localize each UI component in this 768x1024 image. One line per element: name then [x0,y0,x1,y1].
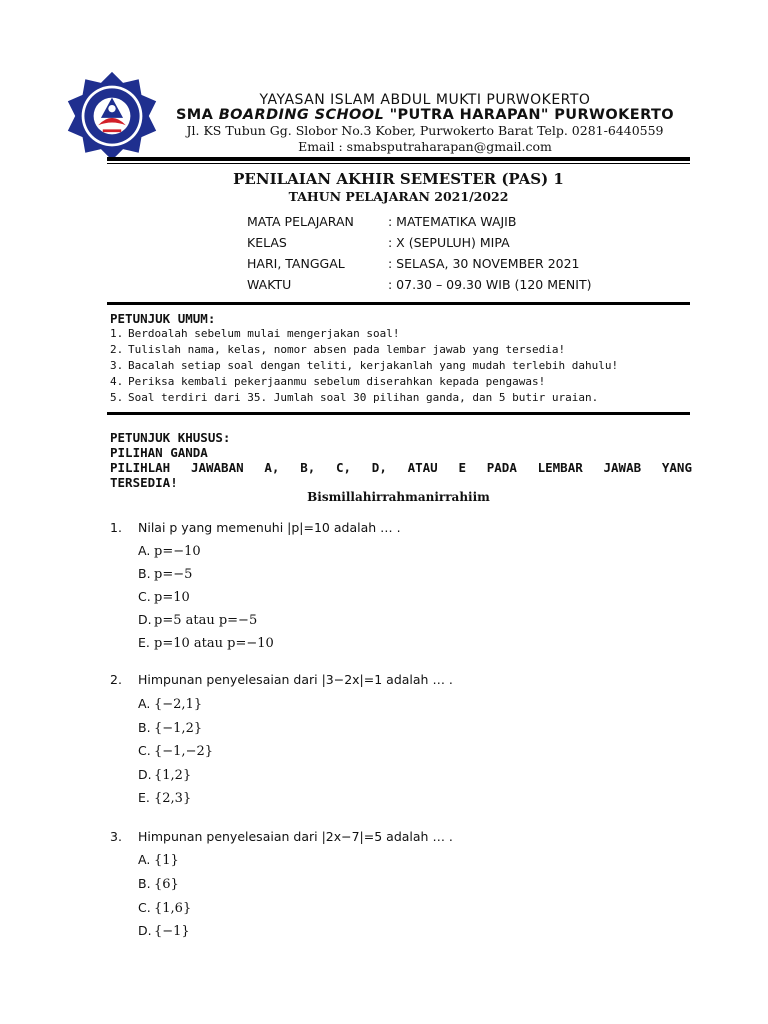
list-item: 5. Soal terdiri dari 35. Jumlah soal 30 pilihan ganda, dan 5 butir uraian. [110,391,599,404]
option[interactable]: A. p=−10 [138,543,201,559]
school-name: SMA BOARDING SCHOOL "PUTRA HARAPAN" PURWOKERTO [175,107,675,123]
section-divider [107,302,690,305]
list-item: 3. Bacalah setiap soal dengan teliti, kerjakanlah yang mudah terlebih dahulu! [110,359,619,372]
header-divider-thin [107,163,690,164]
option[interactable]: A. {−2,1} [138,696,203,712]
info-label: MATA PELAJARAN [247,214,354,229]
exam-page: YAYASAN ISLAM ABDUL MUKTI PURWOKERTO SMA BOARDING SCHOOL "PUTRA HARAPAN" PURWOKERTO Jl. KS Tubun Gg. Slobor No.3 Kober, Purwokerto Barat Telp. 0281-6440559 Email : smabsputraharapan@gmail.com PENILAIAN AKHIR SEMESTER (PAS) 1 TAHUN PELAJARAN 2021/2022 MATA PELAJARAN : MATEMATIKA WAJIB KELAS : X (SEPULUH) MIPA HARI, TANGGAL : SELASA, 30 NOVEMBER 2021 WAKTU : 07.30 – 09.30 WIB (120 MENIT) PETUNJUK UMUM: 1. Berdoalah sebelum mulai mengerjakan soal! 2. Tulislah nama, kelas, nomor absen pada lembar jawab yang tersedia! 3. Bacalah setiap soal dengan teliti, kerjakanlah yang mudah terlebih dahulu! 4. Periksa kembali pekerjaanmu sebelum diserahkan kepada pengawas! 5. Soal terdiri dari 35. Jumlah soal 30 pilihan ganda, dan 5 butir uraian. PETUNJUK KHUSUS: PILIHAN GANDA PILIHLAH JAWABAN A, B, C, D, ATAU E PADA LEMBAR JAWAB YANG TERSEDIA! Bismillahirrahmanirrahiim 1. Nilai p yang memenuhi |p|=10 adalah … . A. p=−10 B. p=−5 C. p=10 D. p=5 atau p=−5 E. p=10 atau p=−10 2. Himpunan penyelesaian dari |3−2x|=1 adalah … . A. {−2,1} B. {−1,2} C. {−1,−2} D. {1,2} E. {2,3} 3. Himpunan penyelesaian dari |2x−7|=5 adalah … . A. {1} B. {6} C. {1,6} D. {−1} [0,0,768,1024]
school-email: Email : smabsputraharapan@gmail.com [298,139,552,154]
option[interactable]: E. {2,3} [138,790,192,806]
foundation-name: YAYASAN ISLAM ABDUL MUKTI PURWOKERTO [259,92,591,108]
header-divider [107,157,690,161]
option[interactable]: E. p=10 atau p=−10 [138,635,274,651]
exam-title: PENILAIAN AKHIR SEMESTER (PAS) 1 [233,170,564,188]
list-item: 2. Tulislah nama, kelas, nomor absen pada lembar jawab yang tersedia! [110,343,566,356]
section-divider [107,412,690,415]
option[interactable]: C. {−1,−2} [138,743,214,759]
school-logo [66,70,158,162]
multiple-choice-heading: PILIHAN GANDA [110,445,208,460]
option[interactable]: B. p=−5 [138,566,193,582]
option[interactable]: C. p=10 [138,589,190,605]
instruction-line: PILIHLAH JAWABAN A, B, C, D, ATAU E PADA LEMBAR JAWAB YANG [110,460,692,475]
general-instructions-heading: PETUNJUK UMUM: [110,311,216,326]
school-address: Jl. KS Tubun Gg. Slobor No.3 Kober, Purwokerto Barat Telp. 0281-6440559 [186,123,664,138]
info-value: : 07.30 – 09.30 WIB (120 MENIT) [388,277,592,292]
info-label: KELAS [247,235,287,250]
list-item: 1. Berdoalah sebelum mulai mengerjakan soal! [110,327,400,340]
bismillah: Bismillahirrahmanirrahiim [307,490,490,504]
instruction-line: TERSEDIA! [110,475,178,490]
option[interactable]: D. p=5 atau p=−5 [138,612,258,628]
option[interactable]: B. {6} [138,876,179,892]
option[interactable]: D. {−1} [138,923,190,939]
special-instructions-heading: PETUNJUK KHUSUS: [110,430,231,445]
info-label: WAKTU [247,277,292,292]
exam-year: TAHUN PELAJARAN 2021/2022 [288,189,509,204]
option[interactable]: C. {1,6} [138,900,192,916]
option[interactable]: A. {1} [138,852,179,868]
info-value: : X (SEPULUH) MIPA [388,235,510,250]
option[interactable]: D. {1,2} [138,767,192,783]
list-item: 4. Periksa kembali pekerjaanmu sebelum diserahkan kepada pengawas! [110,375,546,388]
info-value: : MATEMATIKA WAJIB [388,214,517,229]
info-label: HARI, TANGGAL [247,256,345,271]
info-value: : SELASA, 30 NOVEMBER 2021 [388,256,580,271]
option[interactable]: B. {−1,2} [138,720,203,736]
